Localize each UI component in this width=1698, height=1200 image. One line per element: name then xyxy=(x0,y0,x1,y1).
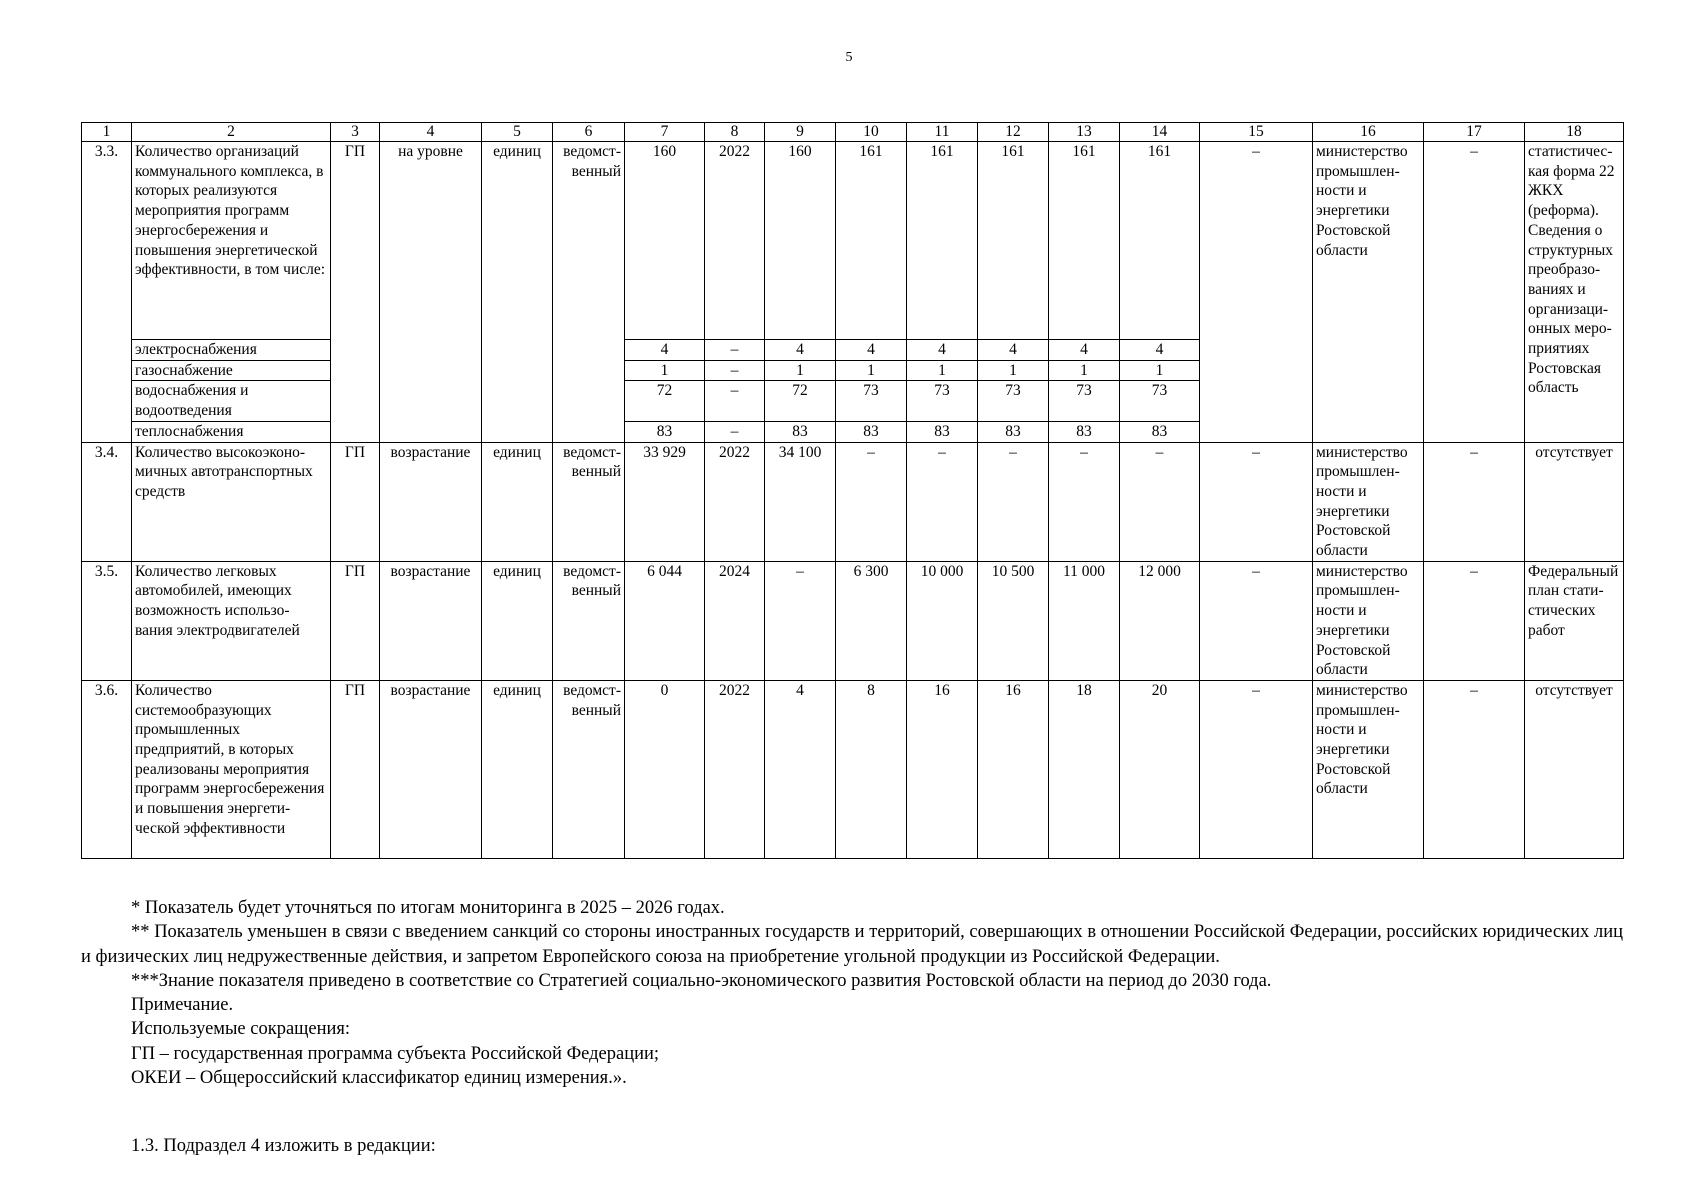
column-15-cell: – xyxy=(1200,142,1313,443)
page-number: 5 xyxy=(845,50,853,65)
type-cell: ведомст-венный xyxy=(553,142,625,443)
base-year-cell: 2022 xyxy=(705,680,765,858)
value-cell: 73 xyxy=(1120,381,1200,421)
column-15-cell: – xyxy=(1200,680,1313,858)
value-cell: 83 xyxy=(625,421,705,442)
value-cell: 34 100 xyxy=(765,442,836,561)
table-row xyxy=(82,442,1624,561)
value-cell: 4 xyxy=(836,340,907,361)
value-cell: 1 xyxy=(1120,360,1200,381)
row-number: 3.4. xyxy=(82,442,132,561)
base-value-cell: 33 929 xyxy=(625,442,705,561)
indicator-name: Количество системообразующих промышленных предприятий, в которых реализованы мероприятия программ энергосбережения и повышения энергети-ческой эффективности xyxy=(132,680,331,858)
value-cell: 73 xyxy=(907,381,978,421)
trend-cell: возрастание xyxy=(380,442,482,561)
value-cell: 16 xyxy=(907,680,978,858)
unit-cell: единиц xyxy=(482,680,553,858)
responsible-cell: министерство промышлен-ности и энергетики Ростовской области xyxy=(1313,561,1424,680)
value-cell: 161 xyxy=(1049,142,1120,340)
column-number: 2 xyxy=(132,123,331,142)
type-cell: ведомст-венный xyxy=(553,442,625,561)
section-heading: 1.3. Подраздел 4 изложить в редакции: xyxy=(131,1136,436,1156)
column-number: 6 xyxy=(553,123,625,142)
column-number: 5 xyxy=(482,123,553,142)
abbreviation-gp: ГП – государственная программа субъекта Российской Федерации; xyxy=(131,1043,660,1064)
value-cell: 4 xyxy=(765,340,836,361)
value-cell: 1 xyxy=(625,360,705,381)
value-cell: – xyxy=(836,442,907,561)
abbreviation-okei: ОКЕИ – Общероссийский классификатор единиц измерения.». xyxy=(131,1068,627,1089)
note-heading: Примечание. xyxy=(131,995,234,1016)
value-cell: 8 xyxy=(836,680,907,858)
column-number: 3 xyxy=(331,123,380,142)
row-number: 3.5. xyxy=(82,561,132,680)
value-cell: 1 xyxy=(1049,360,1120,381)
column-number: 18 xyxy=(1525,123,1624,142)
base-year-cell: 2022 xyxy=(705,142,765,340)
value-cell: 83 xyxy=(907,421,978,442)
value-cell: – xyxy=(907,442,978,561)
source-cell: отсутствует xyxy=(1525,442,1624,561)
unit-cell: единиц xyxy=(482,142,553,443)
type-cell: ведомст-венный xyxy=(553,680,625,858)
base-value-cell: 0 xyxy=(625,680,705,858)
value-cell: – xyxy=(705,360,765,381)
indicator-name: Количество легковых автомобилей, имеющих возможность использо-вания электродвигателей xyxy=(132,561,331,680)
base-value-cell: 160 xyxy=(625,142,705,340)
base-value-cell: 6 044 xyxy=(625,561,705,680)
subrow-name: водоснабжения и водоотведения xyxy=(132,381,331,421)
column-17-cell: – xyxy=(1424,561,1525,680)
value-cell: 1 xyxy=(836,360,907,381)
footnote-1: * Показатель будет уточняться по итогам мониторинга в 2025 – 2026 годах. xyxy=(131,898,725,918)
column-number: 12 xyxy=(978,123,1049,142)
value-cell: 1 xyxy=(765,360,836,381)
unit-cell: единиц xyxy=(482,442,553,561)
indicators-table xyxy=(81,122,1624,859)
column-17-cell: – xyxy=(1424,442,1525,561)
level-cell: ГП xyxy=(331,142,380,443)
source-cell: статистичес-кая форма 22 ЖКХ (реформа). Сведения о структурных преобразо-ваниях и организаци-онных меро-приятиях Ростовская область xyxy=(1525,142,1624,443)
trend-cell: возрастание xyxy=(380,680,482,858)
unit-cell: единиц xyxy=(482,561,553,680)
type-cell: ведомст-венный xyxy=(553,561,625,680)
column-number: 1 xyxy=(82,123,132,142)
column-number: 16 xyxy=(1313,123,1424,142)
column-15-cell: – xyxy=(1200,561,1313,680)
value-cell: 1 xyxy=(978,360,1049,381)
indicator-name: Количество организаций коммунального комплекса, в которых реализуются мероприятия программ энергосбережения и повышения энергетической эффективности, в том числе: xyxy=(132,142,331,340)
value-cell: 4 xyxy=(1120,340,1200,361)
value-cell: 10 000 xyxy=(907,561,978,680)
source-cell: отсутствует xyxy=(1525,680,1624,858)
value-cell: 11 000 xyxy=(1049,561,1120,680)
value-cell: 16 xyxy=(978,680,1049,858)
responsible-cell: министерство промышлен-ности и энергетики Ростовской области xyxy=(1313,680,1424,858)
indicator-name: Количество высокоэконо-мичных автотранспортных средств xyxy=(132,442,331,561)
value-cell: 4 xyxy=(907,340,978,361)
value-cell: 161 xyxy=(907,142,978,340)
value-cell: 20 xyxy=(1120,680,1200,858)
value-cell: – xyxy=(765,561,836,680)
value-cell: 4 xyxy=(978,340,1049,361)
source-cell: Федеральный план стати-стических работ xyxy=(1525,561,1624,680)
responsible-cell: министерство промышлен-ности и энергетики Ростовской области xyxy=(1313,142,1424,443)
value-cell: 83 xyxy=(836,421,907,442)
responsible-cell: министерство промышлен-ности и энергетики Ростовской области xyxy=(1313,442,1424,561)
row-number: 3.3. xyxy=(82,142,132,443)
column-number: 10 xyxy=(836,123,907,142)
table-row xyxy=(82,142,1624,340)
column-number: 8 xyxy=(705,123,765,142)
footnotes xyxy=(81,896,1623,1090)
value-cell: 4 xyxy=(765,680,836,858)
value-cell: 12 000 xyxy=(1120,561,1200,680)
value-cell: – xyxy=(705,381,765,421)
column-number: 13 xyxy=(1049,123,1120,142)
value-cell: 73 xyxy=(978,381,1049,421)
footnote-3: ***Знание показателя приведено в соответствие со Стратегией социально-экономического развития Ростовской области на период до 2030 года. xyxy=(131,970,1272,991)
value-cell: 161 xyxy=(836,142,907,340)
subrow-name: электроснабжения xyxy=(132,340,331,361)
row-number: 3.6. xyxy=(82,680,132,858)
value-cell: – xyxy=(1049,442,1120,561)
value-cell: – xyxy=(705,421,765,442)
value-cell: 161 xyxy=(1120,142,1200,340)
value-cell: 18 xyxy=(1049,680,1120,858)
value-cell: 6 300 xyxy=(836,561,907,680)
trend-cell: на уровне xyxy=(380,142,482,443)
value-cell: 72 xyxy=(625,381,705,421)
column-number-row xyxy=(82,123,1624,142)
value-cell: – xyxy=(978,442,1049,561)
value-cell: 73 xyxy=(836,381,907,421)
level-cell: ГП xyxy=(331,561,380,680)
column-17-cell: – xyxy=(1424,142,1525,443)
table-row xyxy=(82,561,1624,680)
value-cell: 160 xyxy=(765,142,836,340)
trend-cell: возрастание xyxy=(380,561,482,680)
value-cell: 83 xyxy=(1120,421,1200,442)
level-cell: ГП xyxy=(331,442,380,561)
value-cell: 161 xyxy=(978,142,1049,340)
column-number: 7 xyxy=(625,123,705,142)
base-year-cell: 2024 xyxy=(705,561,765,680)
column-number: 17 xyxy=(1424,123,1525,142)
value-cell: 4 xyxy=(625,340,705,361)
level-cell: ГП xyxy=(331,680,380,858)
value-cell: 1 xyxy=(907,360,978,381)
value-cell: 83 xyxy=(765,421,836,442)
value-cell: 10 500 xyxy=(978,561,1049,680)
subrow-name: газоснабжение xyxy=(132,360,331,381)
column-17-cell: – xyxy=(1424,680,1525,858)
base-year-cell: 2022 xyxy=(705,442,765,561)
value-cell: 83 xyxy=(978,421,1049,442)
subrow-name: теплоснабжения xyxy=(132,421,331,442)
value-cell: 4 xyxy=(1049,340,1120,361)
value-cell: 83 xyxy=(1049,421,1120,442)
column-number: 11 xyxy=(907,123,978,142)
column-number: 15 xyxy=(1200,123,1313,142)
footnote-2: ** Показатель уменьшен в связи с введением санкций со стороны иностранных государств и территорий, совершающих в отношении Российской Федерации, российских юридических лиц и физических лиц недружественные действия, и запретом Европейского союза на приобретение угольной продукции из Российской Федерации. xyxy=(81,922,1623,967)
value-cell: – xyxy=(705,340,765,361)
column-number: 4 xyxy=(380,123,482,142)
value-cell: 73 xyxy=(1049,381,1120,421)
column-number: 14 xyxy=(1120,123,1200,142)
column-15-cell: – xyxy=(1200,442,1313,561)
column-number: 9 xyxy=(765,123,836,142)
abbreviations-heading: Используемые сокращения: xyxy=(131,1019,351,1040)
value-cell: – xyxy=(1120,442,1200,561)
table-row xyxy=(82,680,1624,858)
value-cell: 72 xyxy=(765,381,836,421)
